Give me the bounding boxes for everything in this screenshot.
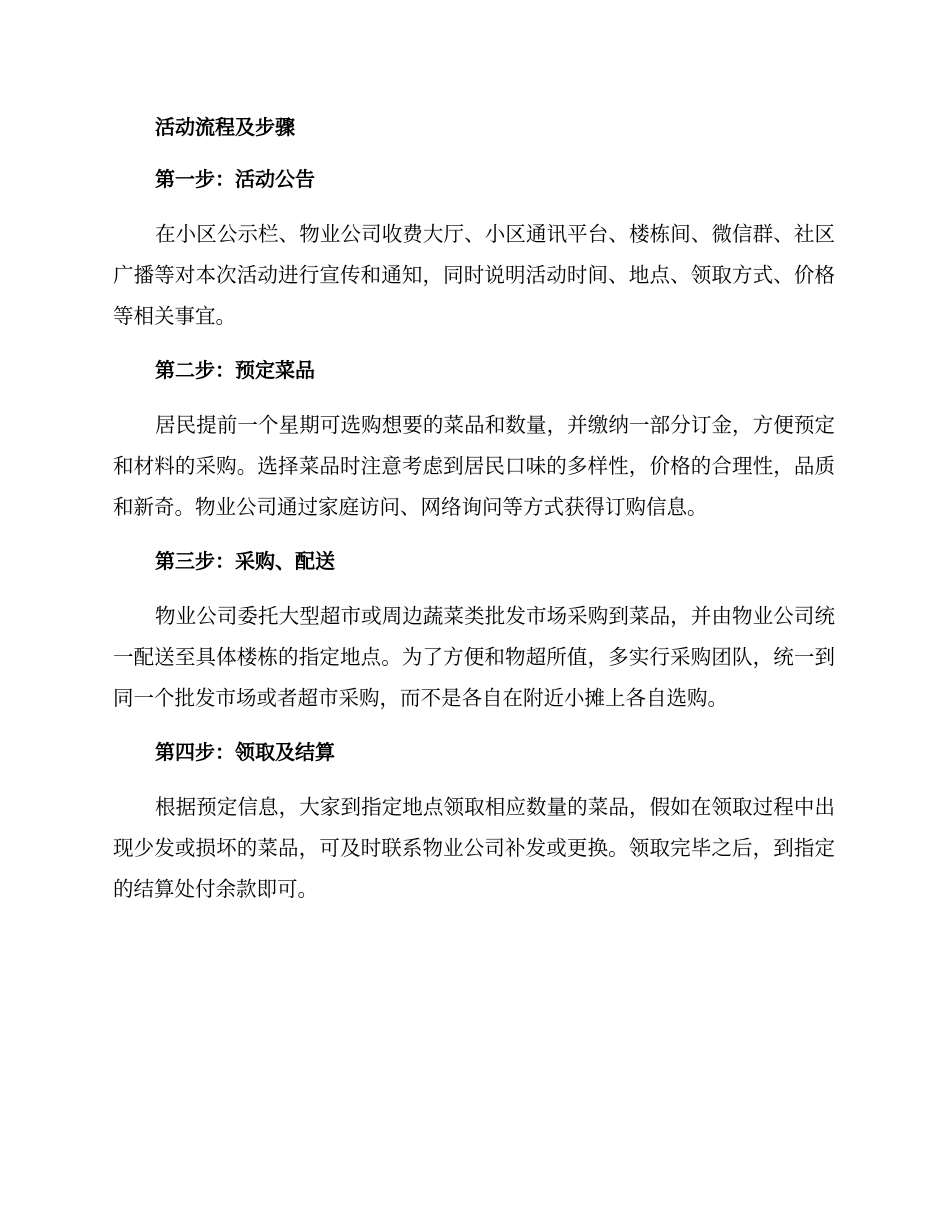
step-3-heading: 第三步：采购、配送 — [155, 549, 335, 573]
document-title: 活动流程及步骤 — [155, 115, 295, 139]
step-2-body: 居民提前一个星期可选购想要的菜品和数量，并缴纳一部分订金，方便预定和材料的采购。选择菜品时注意考虑到居民口味的多样性，价格的合理性，品质和新奇。物业公司通过家庭访问、网络询问等方式获得订购信息。 — [113, 413, 835, 519]
step-4-heading: 第四步：领取及结算 — [155, 740, 335, 764]
step-2-heading: 第二步：预定菜品 — [155, 358, 315, 382]
document-content — [113, 108, 835, 910]
step-1-heading: 第一步：活动公告 — [155, 167, 315, 191]
step-4-body: 根据预定信息，大家到指定地点领取相应数量的菜品，假如在领取过程中出现少发或损坏的菜品，可及时联系物业公司补发或更换。领取完毕之后，到指定的结算处付余款即可。 — [113, 795, 835, 901]
step-1-body: 在小区公示栏、物业公司收费大厅、小区通讯平台、楼栋间、微信群、社区广播等对本次活动进行宣传和通知，同时说明活动时间、地点、领取方式、价格等相关事宜。 — [113, 222, 835, 328]
step-3-body: 物业公司委托大型超市或周边蔬菜类批发市场采购到菜品，并由物业公司统一配送至具体楼栋的指定地点。为了方便和物超所值，多实行采购团队，统一到同一个批发市场或者超市采购，而不是各自在附近小摊上各自选购。 — [113, 604, 835, 710]
